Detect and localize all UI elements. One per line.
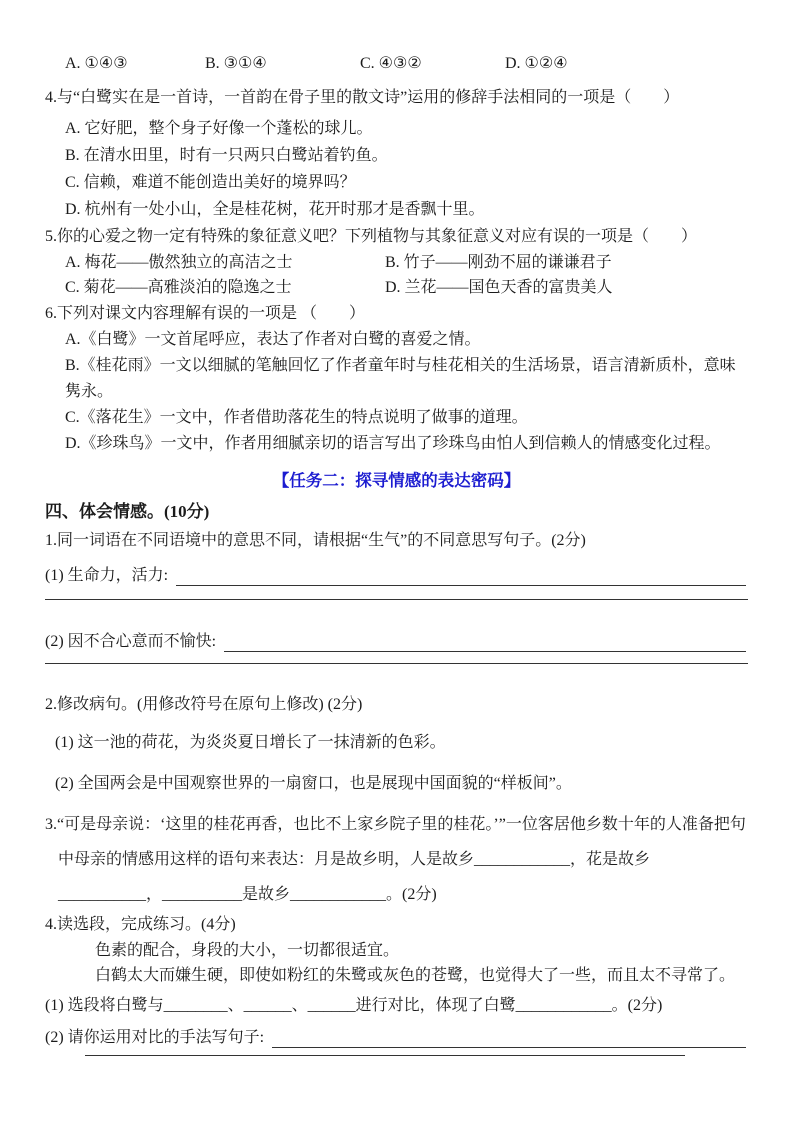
q4-option-d: D. 杭州有一处小山，全是桂花树，花开时那才是香飘十里。 [65, 201, 485, 218]
s4-q4-passage-line2: 白鹤太大而嫌生硬，即使如粉红的朱鹭或灰色的苍鹭，也觉得大了一些，而且太不寻常了。 [95, 967, 736, 984]
mc-options-row [45, 50, 748, 77]
q5-options-row-2 [45, 275, 748, 300]
answer-line [45, 663, 748, 664]
s4-q4-passage-line1: 色素的配合，身段的大小，一切都很适宜。 [95, 942, 400, 959]
q5-option-a: A. 梅花——傲然独立的高洁之士 [65, 254, 293, 271]
q6-option-a: A.《白鹭》一文首尾呼应，表达了作者对白鹭的喜爱之情。 [65, 331, 481, 348]
answer-blank [272, 1023, 746, 1048]
mc-option-c: C. ④③② [360, 55, 422, 72]
task2-banner: 【任务二：探寻情感的表达密码】 [272, 471, 521, 490]
question-6-stem: 6.下列对课文内容理解有误的一项是 （ ） [45, 305, 366, 322]
section-4-heading: 四、体会情感。(10分) [45, 502, 210, 521]
s4-q2-item1: (1) 这一池的荷花，为炎炎夏日增长了一抹清新的色彩。 [55, 734, 446, 751]
q5-option-d: D. 兰花——国色天香的富贵美人 [385, 279, 613, 296]
s4-q4-stem: 4.读选段，完成练习。(4分) [45, 916, 236, 933]
answer-line [45, 599, 748, 600]
q6-option-b: B.《桂花雨》一文以细腻的笔触回忆了作者童年时与桂花相关的生活场景，语言清新质朴，意味隽永。 [65, 357, 736, 400]
q4-option-b: B. 在清水田里，时有一只两只白鹭站着钓鱼。 [65, 147, 388, 164]
q5-option-b: B. 竹子——刚劲不屈的谦谦君子 [385, 254, 612, 271]
s4-q4-item2-label: (2) 请你运用对比的手法写句子: [45, 1029, 265, 1046]
s4-q1-item1 [45, 561, 748, 590]
s4-q2-stem: 2.修改病句。(用修改符号在原句上修改) (2分) [45, 696, 363, 713]
question-4-stem: 4.与“白鹭实在是一首诗，一首韵在骨子里的散文诗”运用的修辞手法相同的一项是（ ） [45, 89, 680, 106]
q6-option-c: C.《落花生》一文中，作者借助落花生的特点说明了做事的道理。 [65, 409, 528, 426]
q5-options-row-1 [45, 250, 748, 275]
q4-option-a: A. 它好肥，整个身子好像一个蓬松的球儿。 [65, 120, 373, 137]
q5-option-c: C. 菊花——高雅淡泊的隐逸之士 [65, 279, 292, 296]
s4-q1-item2-label: (2) 因不合心意而不愉快: [45, 633, 217, 650]
s4-q3-text: 3.“可是母亲说：‘这里的桂花再香，也比不上家乡院子里的桂花。’”一位客居他乡数十年的人准备把句中母亲的情感用这样的语句来表达：月是故乡明，人是故乡____________，花是故乡___________，__________是故乡____________。(2分) [45, 816, 746, 903]
s4-q1-item2 [45, 627, 748, 656]
q6-option-d: D.《珍珠鸟》一文中，作者用细腻亲切的语言写出了珍珠鸟由怕人到信赖人的情感变化过程。 [65, 435, 721, 452]
s4-q4-item2 [45, 1023, 748, 1052]
mc-option-d: D. ①②④ [505, 55, 568, 72]
answer-blank [224, 627, 746, 652]
s4-q2-item2: (2) 全国两会是中国观察世界的一扇窗口，也是展现中国面貌的“样板间”。 [55, 775, 572, 792]
s4-q1-item1-label: (1) 生命力，活力: [45, 567, 169, 584]
q4-option-c: C. 信赖，难道不能创造出美好的境界吗？ [65, 174, 356, 191]
question-5-stem: 5.你的心爱之物一定有特殊的象征意义吧？下列植物与其象征意义对应有误的一项是（ ） [45, 228, 698, 245]
answer-blank [176, 561, 746, 586]
mc-option-b: B. ③①④ [205, 55, 267, 72]
answer-line [85, 1055, 685, 1056]
s4-q4-item1: (1) 选段将白鹭与________、______、______进行对比，体现了白鹭____________。(2分) [45, 997, 663, 1014]
mc-option-a: A. ①④③ [65, 55, 128, 72]
s4-q1-stem: 1.同一词语在不同语境中的意思不同，请根据“生气”的不同意思写句子。(2分) [45, 532, 586, 549]
